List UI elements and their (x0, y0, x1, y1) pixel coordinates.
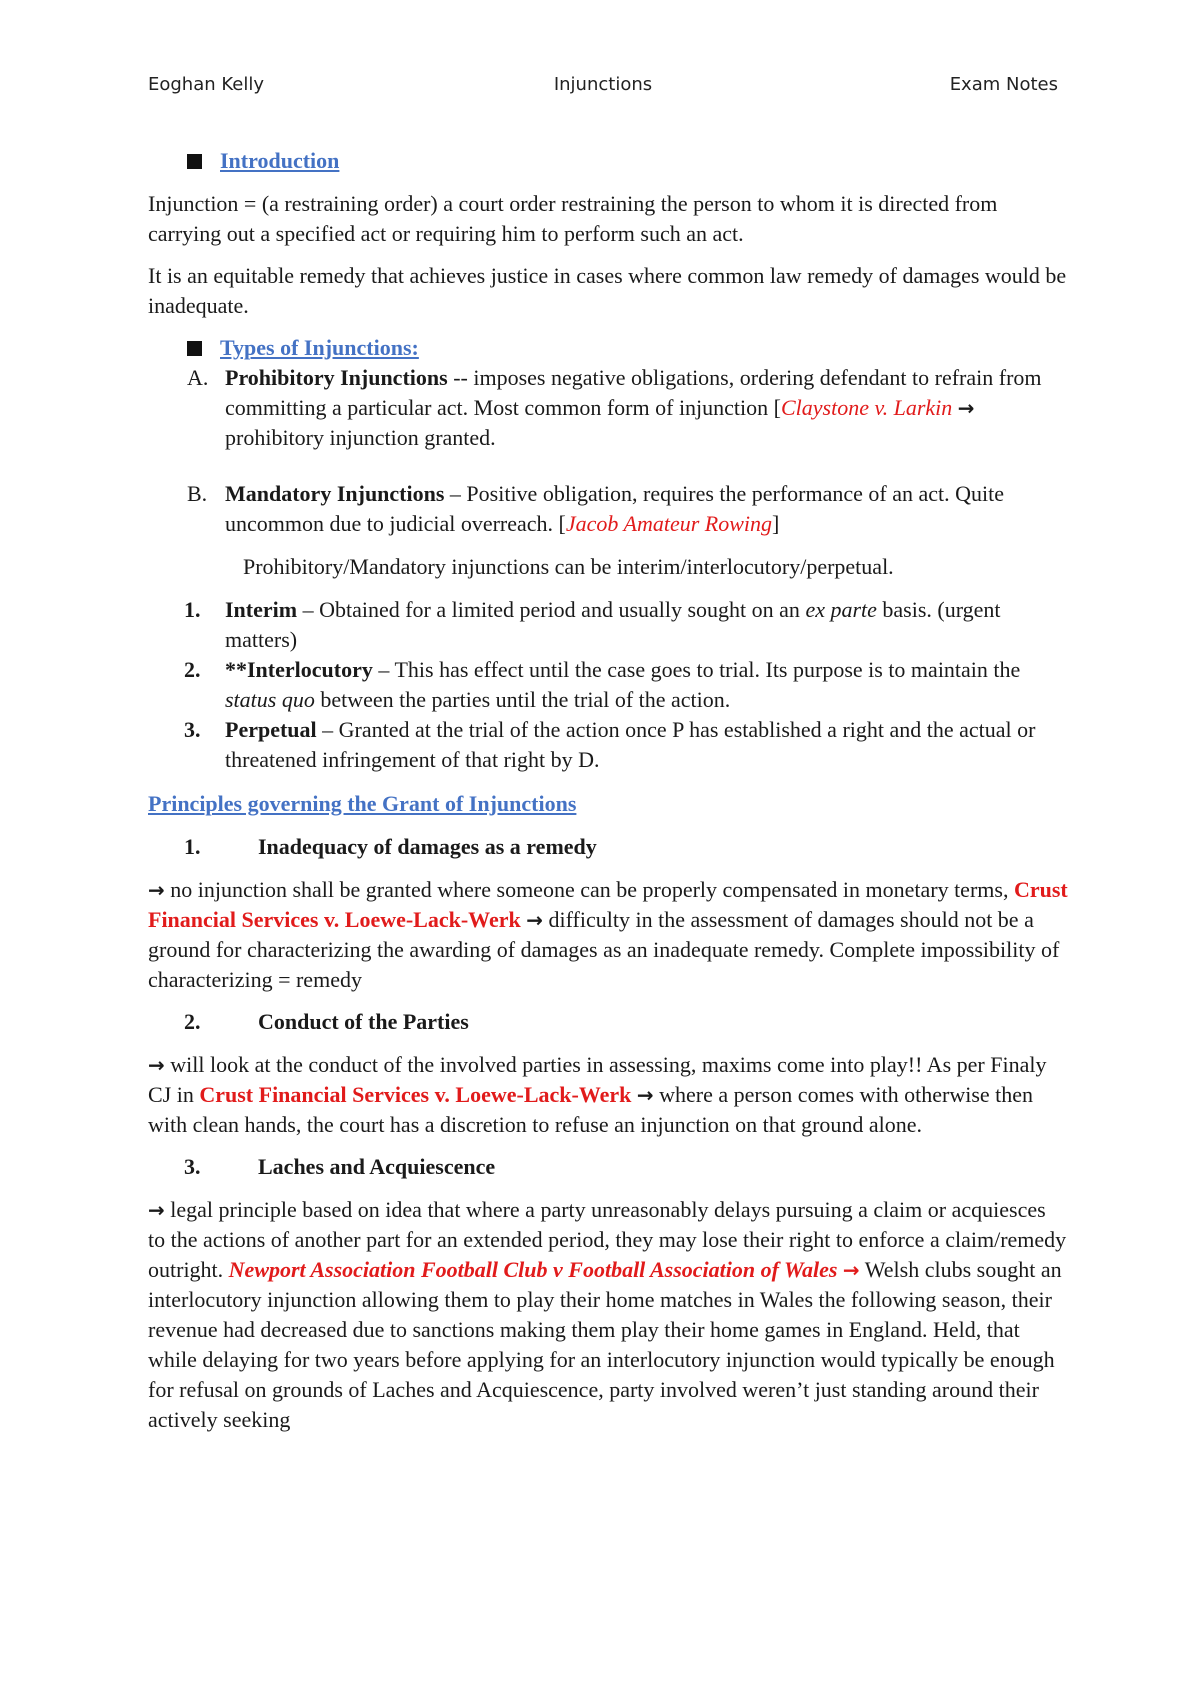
item-text: -- imposes negative obligations, ordering defendant to refrain from committing a particular act. Most common form of injunction [ (225, 365, 1042, 420)
right-arrow-icon: → (148, 1053, 165, 1077)
para-text: where a person comes with otherwise then with clean hands, the court has a discretion to refuse an injunction on that ground alone. (148, 1082, 1034, 1137)
principle-3-paragraph (148, 1195, 1068, 1435)
item-title: Prohibitory Injunctions (225, 365, 448, 390)
item-label: 2. (184, 657, 201, 682)
principle-2-paragraph (148, 1050, 1068, 1140)
para-text: will look at the conduct of the involved parties in assessing, maxims come into play!! As per Finaly CJ in (148, 1052, 1047, 1107)
case-name: Claystone v. Larkin (780, 395, 953, 420)
right-arrow-icon: → (842, 1258, 860, 1282)
para-text: no injunction shall be granted where someone can be properly compensated in monetary terms, (164, 877, 1014, 902)
item-text: – Positive obligation, requires the performance of an act. Quite uncommon due to judicial overreach. [ (225, 481, 1005, 536)
document-body (148, 146, 1068, 1435)
principle-1-heading (148, 832, 1068, 862)
principle-number: 1. (184, 834, 201, 859)
right-arrow-icon: → (148, 878, 165, 902)
type-item-mandatory (148, 479, 1068, 539)
type-number-interim (148, 595, 1068, 655)
item-label: 3. (184, 717, 201, 742)
intro-paragraph-1: Injunction = (a restraining order) a court order restraining the person to whom it is directed from carrying out a specified act or requiring him to perform such an act. (148, 191, 998, 246)
square-bullet-icon (187, 341, 202, 356)
item-title: Interim (225, 597, 298, 622)
right-arrow-icon: → (636, 1083, 654, 1107)
intro-heading-row (148, 146, 1068, 176)
item-title: Perpetual (225, 717, 317, 742)
principle-number: 2. (184, 1009, 201, 1034)
principle-title: Inadequacy of damages as a remedy (258, 834, 597, 859)
item-after: ] (772, 511, 780, 536)
item-after: basis. (urgent matters) (225, 597, 1001, 652)
case-name: Newport Association Football Club v Football Association of Wales (228, 1257, 838, 1282)
principles-heading-row (148, 789, 1068, 819)
principle-1-paragraph (148, 875, 1068, 995)
item-label: B. (187, 481, 208, 506)
types-heading[interactable]: Types of Injunctions: (220, 335, 419, 360)
item-emphasis: status quo (225, 687, 315, 712)
header-topic: Injunctions (553, 74, 653, 95)
principle-number: 3. (184, 1154, 201, 1179)
principle-title: Laches and Acquiescence (258, 1154, 496, 1179)
item-text: – This has effect until the case goes to trial. Its purpose is to maintain the (372, 657, 1021, 682)
case-name: Crust Financial Services v. Loewe-Lack-Werk (148, 877, 1068, 932)
type-number-perpetual (148, 715, 1068, 775)
case-name: Crust Financial Services v. Loewe-Lack-Werk (199, 1082, 632, 1107)
item-after: between the parties until the trial of the action. (314, 687, 731, 712)
item-text: – Obtained for a limited period and usually sought on an (297, 597, 806, 622)
right-arrow-icon: → (526, 908, 543, 932)
item-title: **Interlocutory (225, 657, 373, 682)
header-author: Eoghan Kelly (148, 74, 265, 95)
para-text: Welsh clubs sought an interlocutory injunction allowing them to play their home matches in Wales the following season, their revenue had decreased due to sanctions making them play their home games in England. Held, that while delaying for two years before applying for an interlocutory injunction would typically be enough for refusal on grounds of Laches and Acquiescence, party involved weren’t just standing around their actively seeking (148, 1257, 1062, 1432)
page-header (148, 74, 1058, 100)
item-after: prohibitory injunction granted. (225, 425, 496, 450)
item-title: Mandatory Injunctions (225, 481, 445, 506)
case-name: Jacob Amateur Rowing (565, 511, 773, 536)
square-bullet-icon (187, 154, 202, 169)
para-text: legal principle based on idea that where a party unreasonably delays pursuing a claim or acquiesces to the actions of another part for an extended period, they may lose their right to enforce a claim/remedy outright. (148, 1197, 1067, 1282)
right-arrow-icon: → (957, 396, 975, 420)
header-label: Exam Notes (949, 74, 1058, 95)
item-label: A. (187, 365, 209, 390)
types-heading-row (148, 333, 1068, 363)
item-label: 1. (184, 597, 201, 622)
principle-title: Conduct of the Parties (258, 1009, 469, 1034)
item-emphasis: ex parte (805, 597, 877, 622)
intro-heading[interactable]: Introduction (220, 148, 340, 173)
para-text: difficulty in the assessment of damages should not be a ground for characterizing the awarding of damages as an inadequate remedy. Complete impossibility of characterizing = remedy (148, 907, 1060, 992)
item-text: – Granted at the trial of the action once P has established a right and the actual or threatened infringement of that right by D. (225, 717, 1036, 772)
right-arrow-icon: → (148, 1198, 165, 1222)
intro-paragraph-2: It is an equitable remedy that achieves justice in cases where common law remedy of damages would be inadequate. (148, 263, 1067, 318)
principles-heading[interactable]: Principles governing the Grant of Injunctions (148, 791, 577, 816)
type-number-interlocutory (148, 655, 1068, 715)
types-note: Prohibitory/Mandatory injunctions can be interim/interlocutory/perpetual. (243, 554, 894, 579)
type-item-prohibitory (148, 363, 1068, 453)
principle-3-heading (148, 1152, 1068, 1182)
principle-2-heading (148, 1007, 1068, 1037)
